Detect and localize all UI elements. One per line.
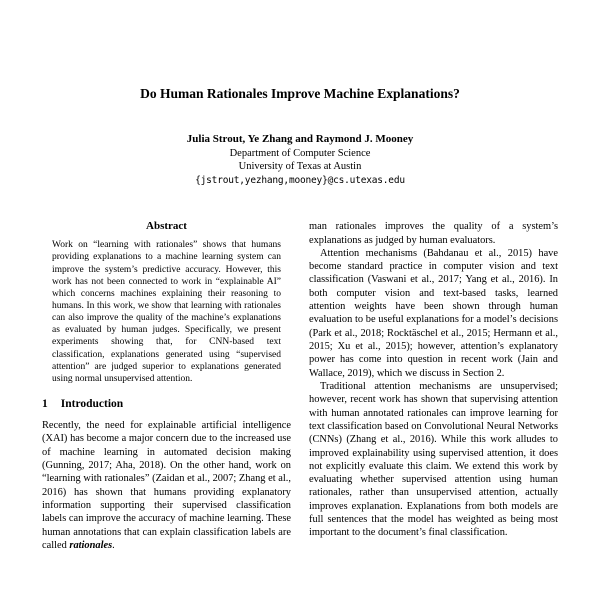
right-column-paragraph-2: Attention mechanisms (Bahdanau et al., 2015) have become standard practice in computer vision and text classification (Vaswani et al., 2017; Yang et al., 2016). In both computer vision and text-based tasks, learned attention weights have been shown through human evaluation to be useful explanations for a model’s decisions (Park et al., 2018; Rocktäschel et al., 2015; Hermann et al., 2015; Xu et al., 2015); however, attention’s explanatory power has come into question in recent work (Jain and Wallace, 2019), which we discuss in Section 2. [309,247,558,379]
affiliation-university: University of Texas at Austin [238,161,362,173]
affiliation-department: Department of Computer Science [229,147,371,159]
abstract-heading: Abstract [146,220,187,233]
paper-title: Do Human Rationales Improve Machine Explanations? [140,86,460,101]
introduction-paragraph-tail: . [112,539,115,551]
introduction-paragraph-text: Recently, the need for explainable artificial intelligence (XAI) has become a major concern due to the increased use of machine learning in automated decision making (Gunning, 2017; Aha, 2018). On the other hand, work on “learning with rationales” (Zaidan et al., 2007; Zhang et al., 2016) has shown that humans providing explanatory information supporting their supervised classification labels can improve the accuracy of machine learning. These human annotations that can explain classification labels are called [42,420,291,551]
section-title: Introduction [60,398,124,411]
abstract-text: Work on “learning with rationales” shows that humans providing explanations to a machine learning system can improve the system’s predictive accuracy. However, this work has not been connected to work in “explainable AI” which concerns machines explaining their reasoning to humans. In this work, we show that learning with rationales can also improve the quality of the machine’s explanations as evaluated by human judges. Specifically, we present experiments showing that, for CNN-based text classification, explanations generated using “supervised attention” are judged superior to explanations generated using normal unsupervised attention. [52,240,281,384]
left-column [42,220,291,552]
two-column-body [42,220,558,552]
right-column [309,220,558,552]
section-number: 1 [42,398,48,411]
author-emails: {jstrout,yezhang,mooney}@cs.utexas.edu [195,175,405,187]
rationales-emphasis: rationales [69,539,113,551]
right-column-paragraph-1: man rationales improves the quality of a system’s explanations as judged by human evaluators. [309,221,558,246]
introduction-paragraph [42,419,291,552]
paper-authors: Julia Strout, Ye Zhang and Raymond J. Mooney [186,133,414,146]
section-heading-introduction [42,398,291,410]
abstract-section [42,220,291,385]
right-column-paragraph-3: Traditional attention mechanisms are unsupervised; however, recent work has shown that supervising attention with human annotated rationales can improve learning for text classification based on Convolutional Neural Networks (CNNs) (Zhang et al., 2016). While this work alludes to improved explainability using supervised attention, it does not explicitly evaluate this claim. We extend this work by evaluating whether supervised attention using human rationales, rather than unsupervised attention, actually improves explanation. Explanations from both models are full sentences that the model has weighted as being most important to the document’s final classification. [309,380,558,539]
